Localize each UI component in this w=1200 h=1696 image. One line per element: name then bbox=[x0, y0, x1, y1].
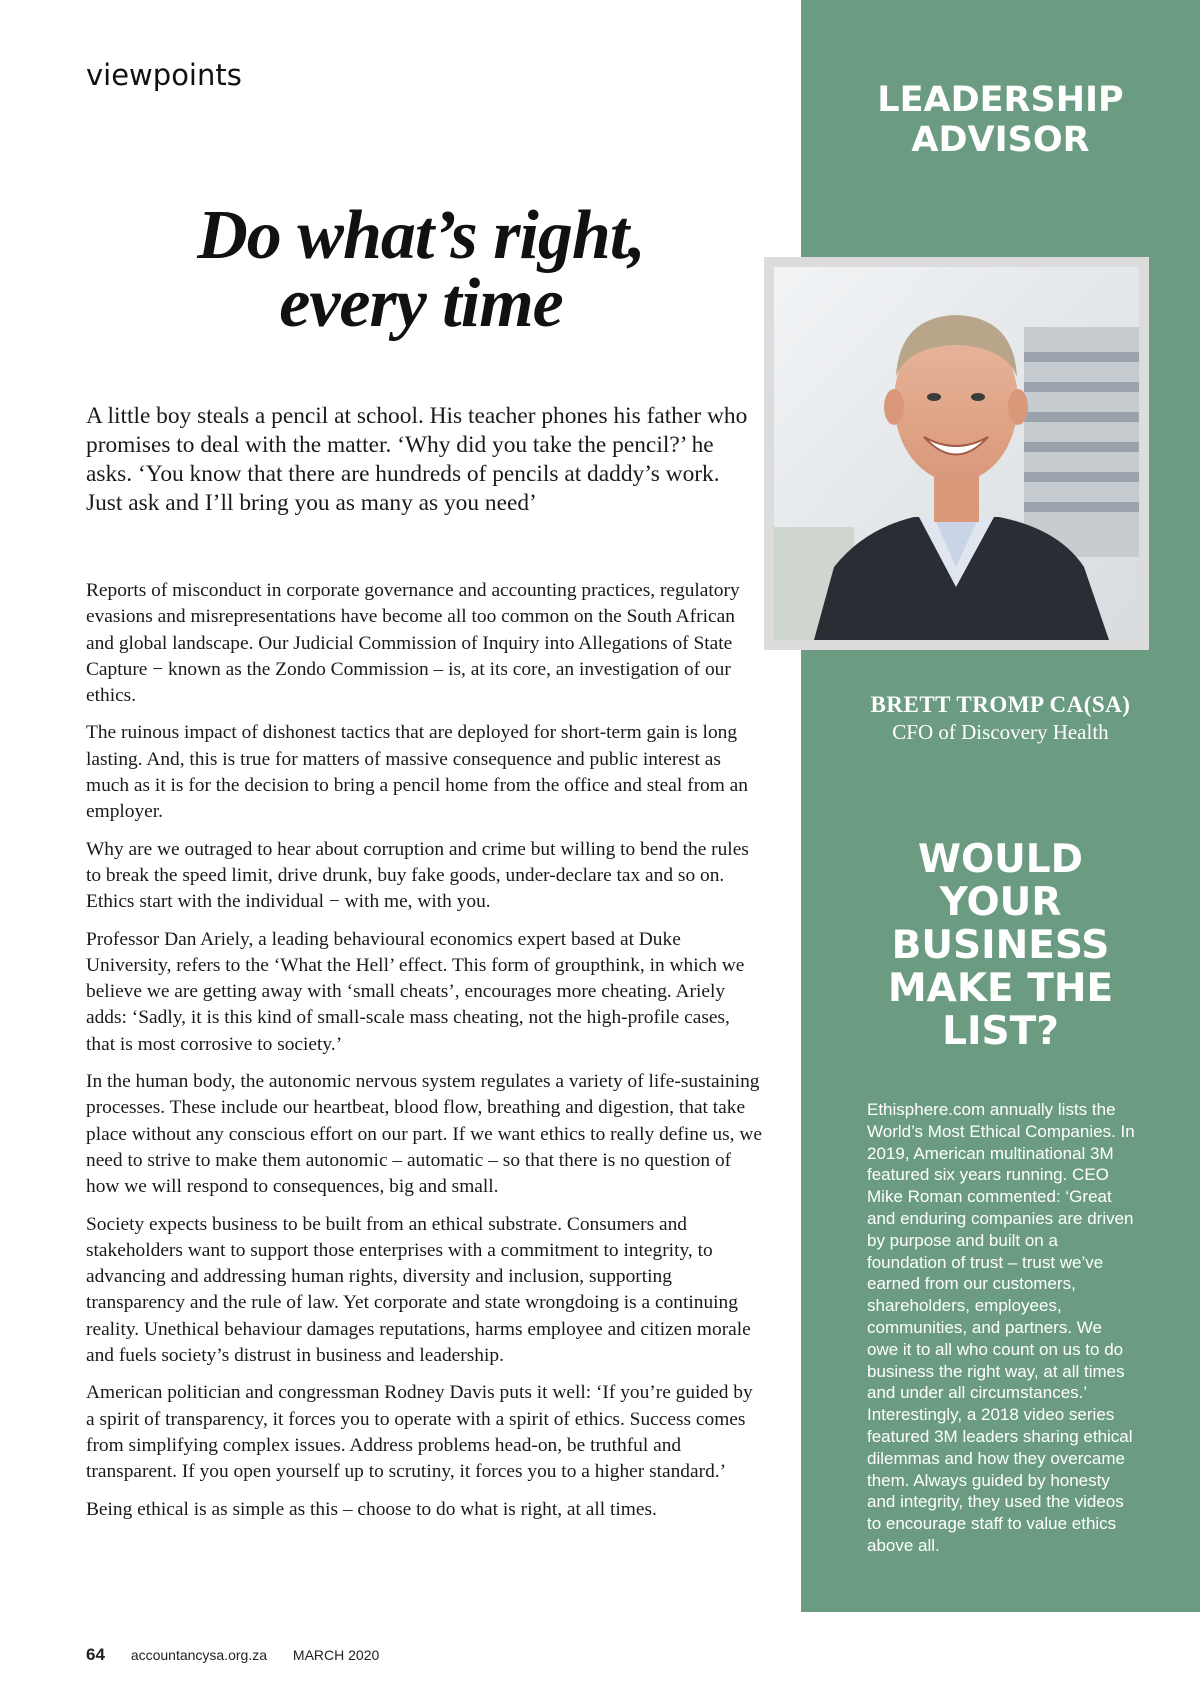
footer-issue: MARCH 2020 bbox=[292, 1647, 380, 1663]
body-paragraph: The ruinous impact of dishonest tactics that are deployed for short-term gain is long lasting. And, this is true for matters of massive consequence and public interest as much as it is for the decision to bring a pencil home from the office and steal from an employer. bbox=[86, 722, 748, 823]
footer-website: accountancysa.org.za bbox=[130, 1647, 268, 1663]
sidebar-text: Ethisphere.com annually lists the World’s Most Ethical Companies. In 2019, American multinational 3M featured six years running. CEO Mike Roman commented: ‘Great and enduring companies are driven by purpose and built on a foundation of trust – trust we’ve earned from our customers, shareholders, employees, communities, and partners. We owe it to all who count on us to do business the right way, at all times and under all circumstances.’ Interestingly, a 2018 video series featured 3M leaders sharing ethical dilemmas and how they overcame them. Always guided by honesty and integrity, they used the videos to encourage staff to value ethics above all. bbox=[867, 1100, 1135, 1555]
body-paragraph: Reports of misconduct in corporate governance and accounting practices, regulatory evasions and misrepresentations have become all too common on the South African and global landscape. Our Judicial Commission of Inquiry into Allegations of State Capture − known as the Zondo Commission – is, at its core, an investigation of our ethics. bbox=[86, 580, 740, 707]
question-line: MAKE THE bbox=[887, 966, 1114, 1011]
body-paragraph: American politician and congressman Rodney Davis puts it well: ‘If you’re guided by a spirit of transparency, it forces you to operate with a spirit of ethics. Success comes from simplifying complex issues. Address problems head-on, be truthful and transparent. If you open yourself up to scrutiny, it forces you to a higher standard.’ bbox=[86, 1382, 753, 1483]
person-name: BRETT TROMP CA(SA) bbox=[870, 692, 1131, 717]
person-role: CFO of Discovery Health bbox=[892, 720, 1109, 744]
headline bbox=[86, 197, 756, 342]
sidebar-title bbox=[801, 80, 1200, 160]
headline-line-2: every time bbox=[279, 265, 563, 342]
body-paragraph: Professor Dan Ariely, a leading behavioural economics expert based at Duke University, refers to the ‘What the Hell’ effect. This form of groupthink, in which we believe we are getting away with ‘small cheats’, encourages more cheating. Ariely adds: ‘Sadly, it is this kind of small-scale mass cheating, not the high-profile cases, that is most corrosive to society.’ bbox=[86, 928, 745, 1055]
body-paragraph: Why are we outraged to hear about corruption and crime but willing to bend the rules to break the speed limit, drive drunk, buy fake goods, under-declare tax and so on. Ethics start with the individual − with me, with you. bbox=[86, 838, 749, 913]
sidebar-title-line-1: LEADERSHIP bbox=[877, 80, 1124, 120]
question-line: WOULD bbox=[917, 837, 1084, 882]
portrait-photo bbox=[764, 257, 1149, 650]
question-line: YOUR bbox=[939, 880, 1062, 925]
question-line: BUSINESS bbox=[891, 923, 1110, 968]
headline-line-1: Do what’s right, bbox=[197, 197, 645, 274]
page-number: 64 bbox=[86, 1645, 105, 1664]
page-footer bbox=[86, 1645, 379, 1665]
portrait-image bbox=[774, 267, 1139, 640]
section-label: viewpoints bbox=[86, 58, 242, 92]
sidebar-question bbox=[801, 838, 1200, 1053]
sidebar-title-line-2: ADVISOR bbox=[911, 120, 1090, 160]
lead-paragraph: A little boy steals a pencil at school. His teacher phones his father who promises to deal with the matter. ‘Why did you take the pencil?’ he asks. ‘You know that there are hundreds of pencils at daddy’s work. Just ask and I’ll bring you as many as you need’ bbox=[86, 403, 748, 516]
body-paragraph: Being ethical is as simple as this – choose to do what is right, at all times. bbox=[86, 1498, 657, 1520]
question-line: LIST? bbox=[942, 1009, 1059, 1054]
body-paragraph: Society expects business to be built from an ethical substrate. Consumers and stakeholders want to support those enterprises with a commitment to integrity, to advancing and addressing human rights, diversity and inclusion, supporting transparency and the rule of law. Yet corporate and state wrongdoing is a continuing reality. Unethical behaviour damages reputations, harms employee and citizen morale and fuels society’s distrust in business and leadership. bbox=[86, 1213, 751, 1367]
body-paragraph: In the human body, the autonomic nervous system regulates a variety of life-sustaining processes. These include our heartbeat, blood flow, breathing and digestion, that take place without any conscious effort on our part. If we want ethics to really define us, we need to strive to make them autonomic – automatic – so that there is no question of how we will respond to consequences, big and small. bbox=[86, 1071, 762, 1198]
article-body bbox=[86, 578, 762, 1534]
